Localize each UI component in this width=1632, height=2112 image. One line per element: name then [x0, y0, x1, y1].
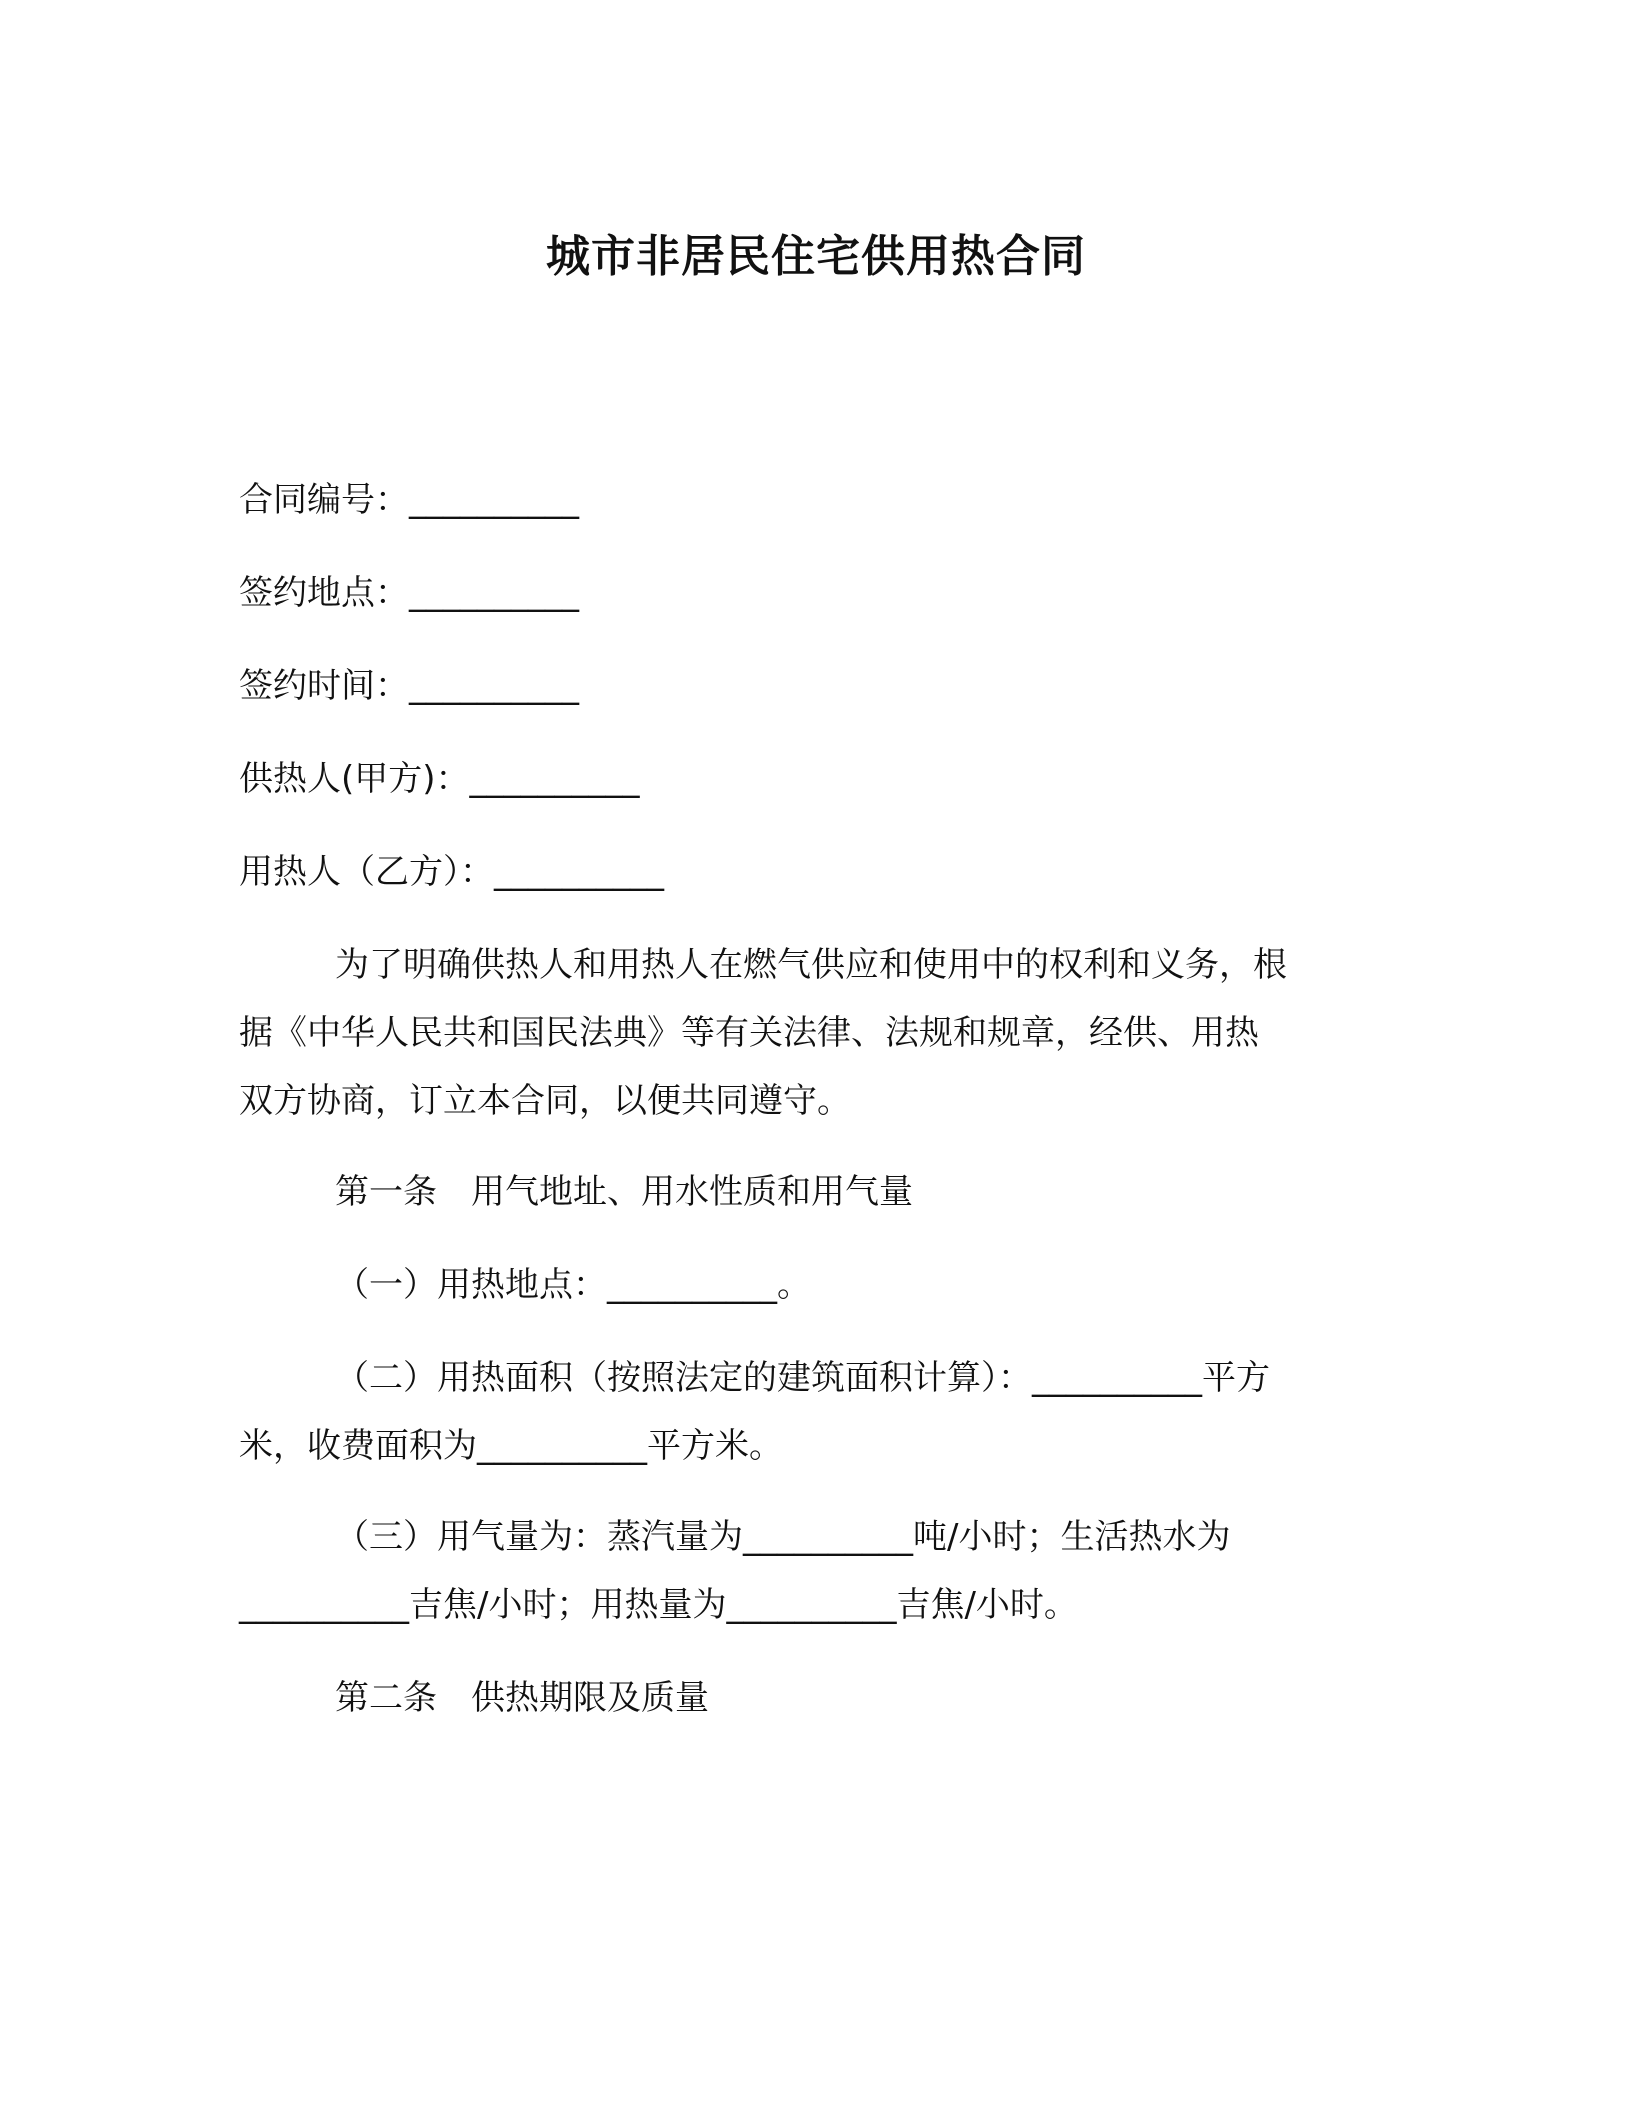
heat-user-party-b-field: 用热人（乙方）：__________ — [239, 852, 664, 892]
preamble-line-3: 双方协商，订立本合同，以便共同遵守。 — [239, 1081, 851, 1121]
preamble-line-2: 据《中华人民共和国民法典》等有关法律、法规和规章，经供、用热 — [239, 1013, 1259, 1053]
article-1-item-2-line-2: 米，收费面积为__________平方米。 — [239, 1426, 783, 1466]
signing-time-field: 签约时间：__________ — [239, 666, 579, 706]
article-1-item-3-line-2: __________吉焦/小时；用热量为__________吉焦/小时。 — [239, 1585, 1078, 1625]
signing-place-field: 签约地点：__________ — [239, 573, 579, 613]
article-1-item-1: （一）用热地点：__________。 — [335, 1265, 811, 1305]
heat-supplier-party-a-field: 供热人(甲方)：__________ — [239, 759, 640, 799]
article-1-heading: 第一条 用气地址、用水性质和用气量 — [335, 1172, 913, 1212]
article-1-item-2-line-1: （二）用热面积（按照法定的建筑面积计算）：__________平方 — [335, 1358, 1270, 1398]
article-1-item-3-line-1: （三）用气量为：蒸汽量为__________吨/小时；生活热水为 — [335, 1517, 1231, 1557]
article-2-heading: 第二条 供热期限及质量 — [335, 1678, 709, 1718]
preamble-line-1: 为了明确供热人和用热人在燃气供应和使用中的权利和义务，根 — [335, 945, 1287, 985]
contract-number-field: 合同编号：__________ — [239, 480, 579, 520]
document-title: 城市非居民住宅供用热合同 — [546, 231, 1086, 282]
